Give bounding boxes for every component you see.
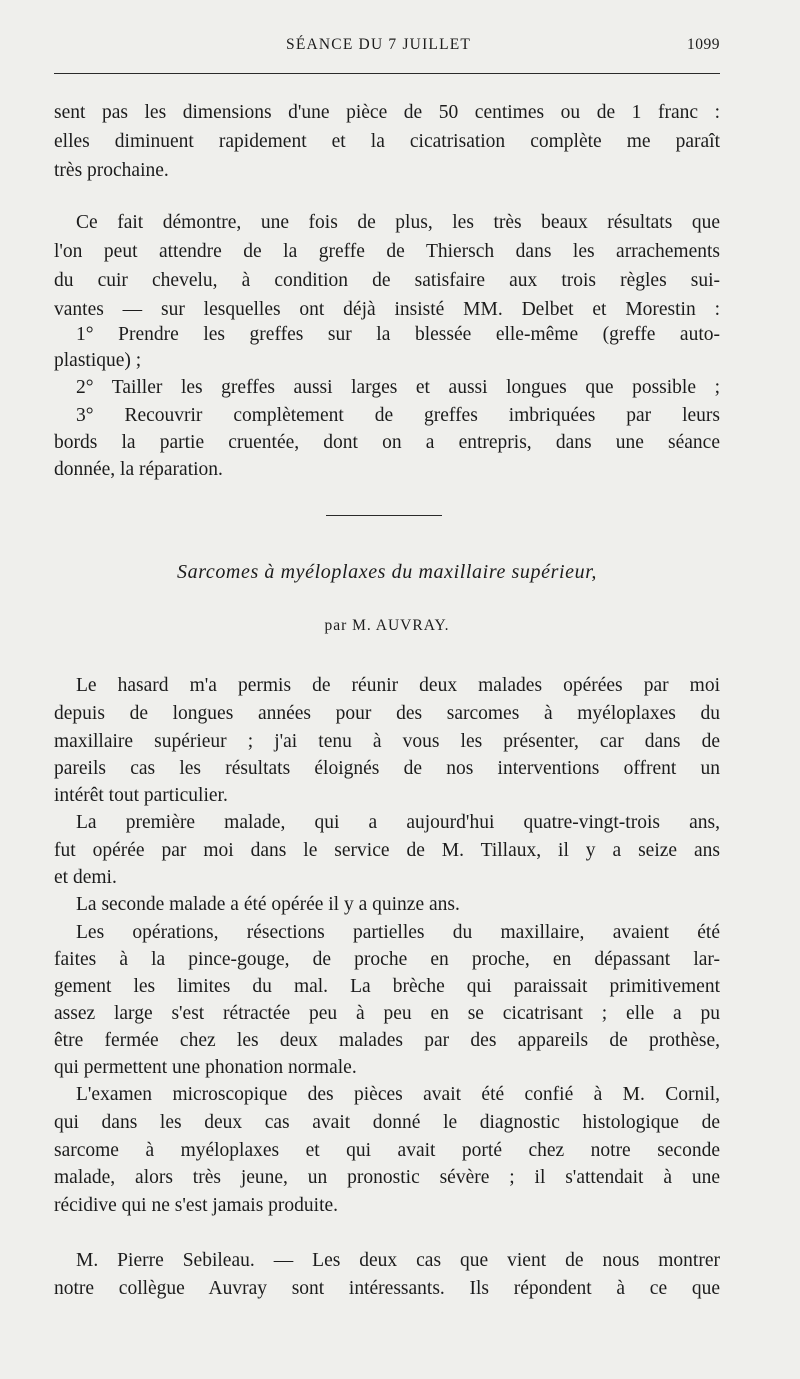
text-line: intérêt tout particulier. xyxy=(54,785,228,806)
text-line: L'examen microscopique des pièces avait été confié à M. Cornil, xyxy=(76,1084,720,1105)
text-line: 1° Prendre les greffes sur la blessée elle-même (greffe auto- xyxy=(76,324,720,345)
text-line: vantes — sur lesquelles ont déjà insisté MM. Delbet et Morestin : xyxy=(54,299,720,320)
text-line: Le hasard m'a permis de réunir deux malades opérées par moi xyxy=(76,675,720,696)
text-line: notre collègue Auvray sont intéressants. Ils répondent à ce que xyxy=(54,1278,720,1299)
text-line: gement les limites du mal. La brèche qui paraissait primitivement xyxy=(54,976,720,997)
text-line: Ce fait démontre, une fois de plus, les très beaux résultats que xyxy=(76,212,720,233)
text-line: récidive qui ne s'est jamais produite. xyxy=(54,1195,339,1216)
text-line: elles diminuent rapidement et la cicatrisation complète me paraît xyxy=(54,131,720,152)
article-title: Sarcomes à myéloplaxes du maxillaire supérieur, xyxy=(177,561,597,583)
text-line: depuis de longues années pour des sarcomes à myéloplaxes du xyxy=(54,703,720,724)
text-line: assez large s'est rétractée peu à peu en se cicatrisant ; elle a pu xyxy=(54,1003,720,1024)
text-line: et demi. xyxy=(54,867,117,888)
text-line: plastique) ; xyxy=(54,350,142,371)
text-line: malade, alors très jeune, un pronostic sévère ; il s'attendait à une xyxy=(54,1167,720,1188)
text-line: qui permettent une phonation normale. xyxy=(54,1057,357,1078)
text-line: maxillaire supérieur ; j'ai tenu à vous les présenter, car dans de xyxy=(54,731,720,752)
running-title: SÉANCE DU 7 JUILLET xyxy=(286,36,472,53)
header-rule xyxy=(54,73,720,74)
running-header xyxy=(54,36,720,60)
text-line: l'on peut attendre de la greffe de Thiersch dans les arrachements xyxy=(54,241,720,262)
text-line: faites à la pince-gouge, de proche en proche, en dépassant lar- xyxy=(54,949,720,970)
text-line: M. Pierre Sebileau. — Les deux cas que vient de nous montrer xyxy=(76,1250,720,1271)
text-line: sent pas les dimensions d'une pièce de 50 centimes ou de 1 franc : xyxy=(54,102,720,123)
text-line: du cuir chevelu, à condition de satisfaire aux trois règles sui- xyxy=(54,270,720,291)
text-line: sarcome à myéloplaxes et qui avait porté chez notre seconde xyxy=(54,1140,720,1161)
text-line: être fermée chez les deux malades par des appareils de prothèse, xyxy=(54,1030,720,1051)
text-line: Les opérations, résections partielles du maxillaire, avaient été xyxy=(76,922,720,943)
text-line: donnée, la réparation. xyxy=(54,459,223,480)
article-byline: par M. AUVRAY. xyxy=(324,617,450,634)
section-separator xyxy=(326,515,442,516)
text-line: bords la partie cruentée, dont on a entrepris, dans une séance xyxy=(54,432,720,453)
text-line: 2° Tailler les greffes aussi larges et aussi longues que possible ; xyxy=(76,377,720,398)
text-line: fut opérée par moi dans le service de M. Tillaux, il y a seize ans xyxy=(54,840,720,861)
text-line: qui dans les deux cas avait donné le diagnostic histologique de xyxy=(54,1112,720,1133)
text-line: pareils cas les résultats éloignés de nos interventions offrent un xyxy=(54,758,720,779)
text-line: La première malade, qui a aujourd'hui quatre-vingt-trois ans, xyxy=(76,812,720,833)
text-line: très prochaine. xyxy=(54,160,169,181)
page-number: 1099 xyxy=(687,36,720,53)
text-line: 3° Recouvrir complètement de greffes imbriquées par leurs xyxy=(76,405,720,426)
text-line: La seconde malade a été opérée il y a quinze ans. xyxy=(76,894,460,915)
